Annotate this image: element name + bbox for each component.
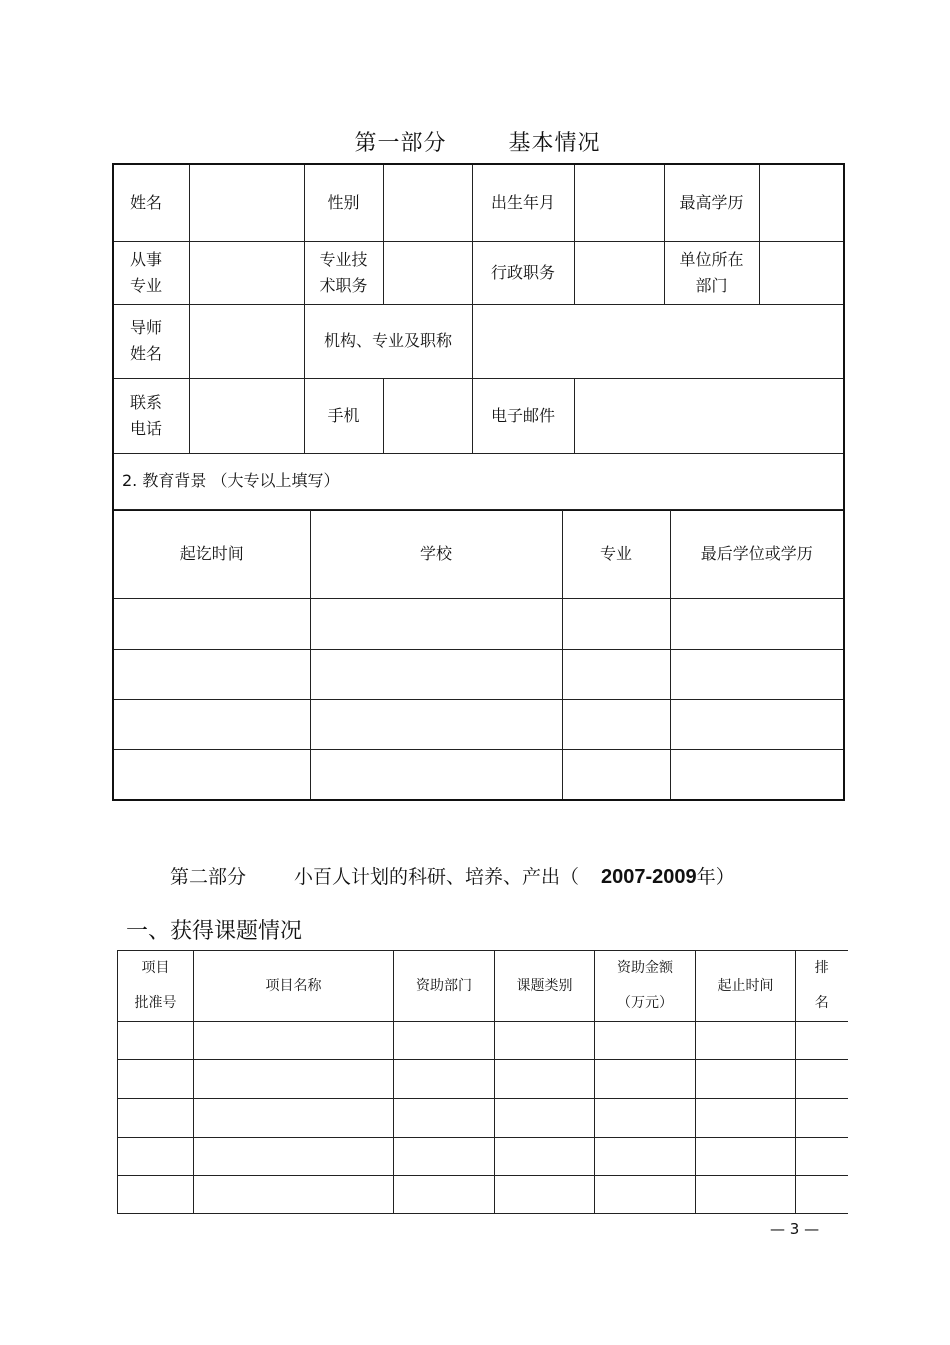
table-row xyxy=(118,1138,848,1176)
field-birth[interactable] xyxy=(574,164,664,241)
cell[interactable] xyxy=(118,1060,194,1099)
cell[interactable] xyxy=(495,1022,595,1060)
cell-period[interactable] xyxy=(113,750,310,800)
field-institution[interactable] xyxy=(472,304,844,378)
field-major[interactable] xyxy=(189,241,304,304)
col-header-funding-dept: 资助部门 xyxy=(394,951,495,1022)
education-section-title: 2. 教育背景 （大专以上填写） xyxy=(113,453,844,510)
table-row xyxy=(113,241,844,304)
col-header-amount: 资助金额 （万元） xyxy=(595,951,696,1022)
cell[interactable] xyxy=(595,1060,696,1099)
field-degree[interactable] xyxy=(759,164,844,241)
projects-section-title: 一、获得课题情况 xyxy=(126,919,303,944)
table-row xyxy=(113,510,844,599)
part2-title-mid: 小百人计划的科研、培养、产出（ xyxy=(294,866,580,888)
cell[interactable] xyxy=(595,1138,696,1176)
cell[interactable] xyxy=(495,1099,595,1138)
cell[interactable] xyxy=(394,1022,495,1060)
cell[interactable] xyxy=(796,1176,848,1214)
table-row xyxy=(118,951,848,1022)
cell[interactable] xyxy=(696,1176,796,1214)
cell[interactable] xyxy=(796,1099,848,1138)
cell[interactable] xyxy=(194,1060,394,1099)
cell-school[interactable] xyxy=(310,650,562,700)
cell-degree[interactable] xyxy=(670,599,844,650)
label-department: 单位所在 部门 xyxy=(664,241,759,304)
col-header-degree: 最后学位或学历 xyxy=(670,510,844,599)
cell-major[interactable] xyxy=(562,650,670,700)
field-admin-title[interactable] xyxy=(574,241,664,304)
cell[interactable] xyxy=(796,1022,848,1060)
cell-major[interactable] xyxy=(562,700,670,750)
label-gender: 性别 xyxy=(304,164,383,241)
table-row xyxy=(113,453,844,510)
cell-school[interactable] xyxy=(310,700,562,750)
cell-school[interactable] xyxy=(310,599,562,650)
part2-title xyxy=(170,862,735,889)
col-header-rank: 排 名 xyxy=(796,951,848,1022)
cell-period[interactable] xyxy=(113,599,310,650)
label-major: 从事 专业 xyxy=(113,241,189,304)
table-row xyxy=(113,750,844,800)
col-header-major: 专业 xyxy=(562,510,670,599)
cell[interactable] xyxy=(394,1099,495,1138)
label-institution: 机构、专业及职称 xyxy=(304,304,472,378)
table-row xyxy=(113,650,844,700)
cell-major[interactable] xyxy=(562,599,670,650)
field-mobile[interactable] xyxy=(383,378,472,453)
cell[interactable] xyxy=(696,1060,796,1099)
cell[interactable] xyxy=(394,1176,495,1214)
label-advisor: 导师 姓名 xyxy=(113,304,189,378)
cell[interactable] xyxy=(796,1138,848,1176)
table-row xyxy=(118,1176,848,1214)
table-row xyxy=(113,599,844,650)
cell[interactable] xyxy=(194,1099,394,1138)
col-header-period: 起讫时间 xyxy=(113,510,310,599)
cell[interactable] xyxy=(118,1022,194,1060)
col-header-category: 课题类别 xyxy=(495,951,595,1022)
field-advisor[interactable] xyxy=(189,304,304,378)
part2-title-left: 第二部分 xyxy=(170,866,247,888)
part1-title xyxy=(112,126,843,157)
col-header-school: 学校 xyxy=(310,510,562,599)
field-name[interactable] xyxy=(189,164,304,241)
col-header-period: 起止时间 xyxy=(696,951,796,1022)
cell[interactable] xyxy=(696,1099,796,1138)
col-header-project-name: 项目名称 xyxy=(194,951,394,1022)
part2-title-end: 年） xyxy=(696,866,735,888)
field-phone[interactable] xyxy=(189,378,304,453)
field-tech-title[interactable] xyxy=(383,241,472,304)
cell[interactable] xyxy=(194,1138,394,1176)
cell-degree[interactable] xyxy=(670,650,844,700)
cell-degree[interactable] xyxy=(670,700,844,750)
table-row xyxy=(118,1022,848,1060)
cell[interactable] xyxy=(118,1138,194,1176)
table-row xyxy=(118,1099,848,1138)
table-row xyxy=(113,378,844,453)
part1-title-right: 基本情况 xyxy=(508,131,601,156)
cell[interactable] xyxy=(194,1176,394,1214)
cell[interactable] xyxy=(595,1176,696,1214)
cell[interactable] xyxy=(118,1099,194,1138)
field-email[interactable] xyxy=(574,378,844,453)
cell[interactable] xyxy=(595,1022,696,1060)
col-header-batch-no: 项目 批准号 xyxy=(118,951,194,1022)
cell[interactable] xyxy=(696,1138,796,1176)
cell[interactable] xyxy=(495,1138,595,1176)
cell-period[interactable] xyxy=(113,650,310,700)
label-admin-title: 行政职务 xyxy=(472,241,574,304)
page-number: — 3 — xyxy=(770,1220,820,1238)
table-row xyxy=(118,1060,848,1099)
label-tech-title: 专业技 术职务 xyxy=(304,241,383,304)
education-table xyxy=(112,509,845,801)
cell-period[interactable] xyxy=(113,700,310,750)
table-row xyxy=(113,304,844,378)
table-row xyxy=(113,164,844,241)
projects-table xyxy=(117,950,848,1214)
cell-school[interactable] xyxy=(310,750,562,800)
cell[interactable] xyxy=(118,1176,194,1214)
label-name: 姓名 xyxy=(113,164,189,241)
cell[interactable] xyxy=(595,1099,696,1138)
cell[interactable] xyxy=(194,1022,394,1060)
label-birth: 出生年月 xyxy=(472,164,574,241)
table-row xyxy=(113,700,844,750)
cell[interactable] xyxy=(394,1138,495,1176)
cell-degree[interactable] xyxy=(670,750,844,800)
label-mobile: 手机 xyxy=(304,378,383,453)
cell[interactable] xyxy=(696,1022,796,1060)
cell[interactable] xyxy=(394,1060,495,1099)
label-degree: 最高学历 xyxy=(664,164,759,241)
basic-info-table xyxy=(112,163,845,511)
label-email: 电子邮件 xyxy=(472,378,574,453)
label-phone: 联系 电话 xyxy=(113,378,189,453)
cell[interactable] xyxy=(796,1060,848,1099)
part2-title-years: 2007-2009 xyxy=(601,866,697,888)
field-gender[interactable] xyxy=(383,164,472,241)
cell[interactable] xyxy=(495,1176,595,1214)
part1-title-left: 第一部分 xyxy=(354,131,447,156)
field-department[interactable] xyxy=(759,241,844,304)
cell-major[interactable] xyxy=(562,750,670,800)
cell[interactable] xyxy=(495,1060,595,1099)
